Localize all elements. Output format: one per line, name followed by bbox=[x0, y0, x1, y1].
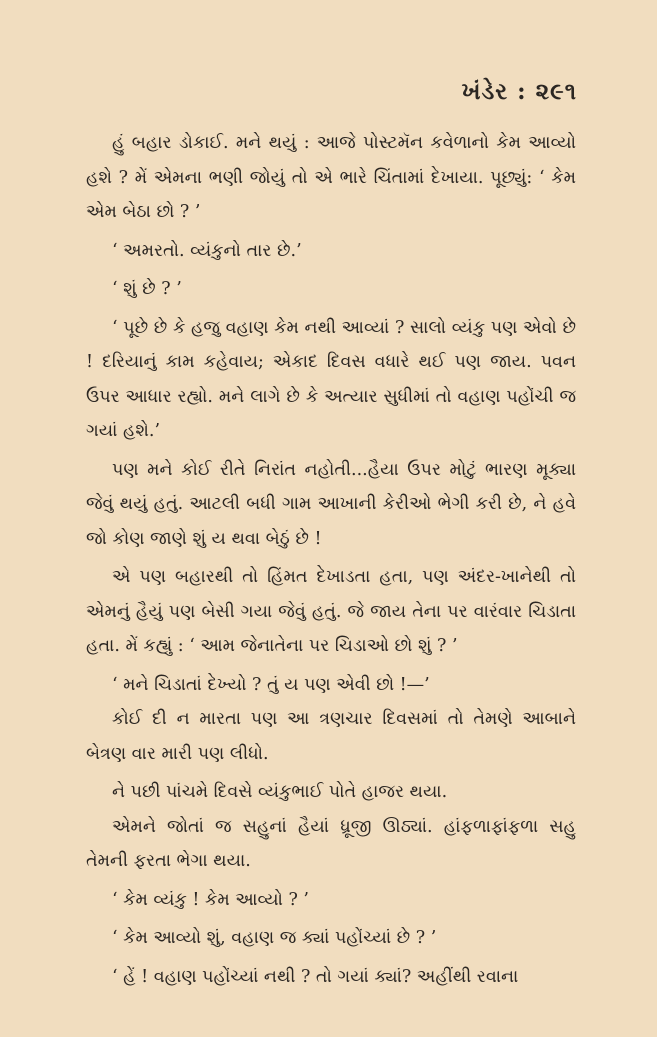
paragraph: ‘ કેમ વ્યંકુ ! કેમ આવ્યો ? ’ bbox=[112, 889, 309, 910]
paragraph: ‘ હેં ! વહાણ પહોંચ્યાં નથી ? તો ગયાં ક્યાં? અહીંથી રવાના bbox=[112, 966, 519, 987]
paragraph: એમને જોતાં જ સહુનાં હૈયાં ધ્રૂજી ઊઠ્યાં. હાંફળાફાંફળા સહુ તેમની ફરતા ભેગા થયા. bbox=[86, 816, 576, 871]
paragraph: કોઈ દી ન મારતા પણ આ ત્રણચાર દિવસમાં તો તેમણે આબાને બેત્રણ વાર મારી પણ લીધો. bbox=[86, 709, 576, 764]
paragraph: પણ મને કોઈ રીતે નિરાંત નહોતી...હૈયા ઉપર મોટું ભારણ મૂક્યા જેવું થયું હતું. આટલી બધી ગામ આખાની કેરીઓ ભેગી કરી છે, ને હવે જો કોણ જાણે શું ય થવા બેઠું છે ! bbox=[86, 459, 576, 549]
paragraph: ‘ શું છે ? ’ bbox=[112, 279, 182, 299]
paragraph: ‘ અમરતો. વ્યંકુનો તાર છે.’ bbox=[112, 240, 302, 261]
paragraph: હું બહાર ડોકાઈ. મને થયું : આજે પોસ્ટમૅન કવેળાનો કેમ આવ્યો હશે ? મેં એમના ભણી જોયું તો એ ભારે ચિંતામાં દેખાયા. પૂછ્યું: ‘ કેમ એમ બેઠા છો ? ’ bbox=[86, 133, 576, 222]
paragraph: ને પછી પાંચમે દિવસે વ્યંકુભાઈ પોતે હાજર થયા. bbox=[112, 782, 448, 802]
running-header: ખંડેર : ૨૯૧ bbox=[461, 78, 577, 105]
body-text bbox=[86, 126, 576, 994]
paragraph: ‘ કેમ આવ્યો શું, વહાણ જ ક્યાં પહોંચ્યાં છે ? ’ bbox=[112, 928, 437, 948]
paragraph: એ પણ બહારથી તો હિંમત દેખાડતા હતા, પણ અંદર-ખાનેથી તો એમનું હૈયું પણ બેસી ગયા જેવું હતું. જે જાય તેના પર વારંવાર ચિડાતા હતા. મેં કહ્યું : ‘ આમ જેનાતેના પર ચિડાઓ છો શું ? ’ bbox=[86, 567, 576, 656]
paragraph: ‘ મને ચિડાતાં દેખ્યો ? તું ય પણ એવી છો !—’ bbox=[112, 674, 430, 695]
paragraph: ‘ પૂછે છે કે હજુ વહાણ કેમ નથી આવ્યાં ? સાલો વ્યંકુ પણ એવો છે ! દરિયાનું કામ કહેવાય; એકાદ દિવસ વધારે થઈ પણ જાય. પવન ઉપર આધાર રહ્યો. મને લાગે છે કે અત્યાર સુધીમાં તો વહાણ પહોંચી જ ગયાં હશે.’ bbox=[86, 317, 576, 441]
